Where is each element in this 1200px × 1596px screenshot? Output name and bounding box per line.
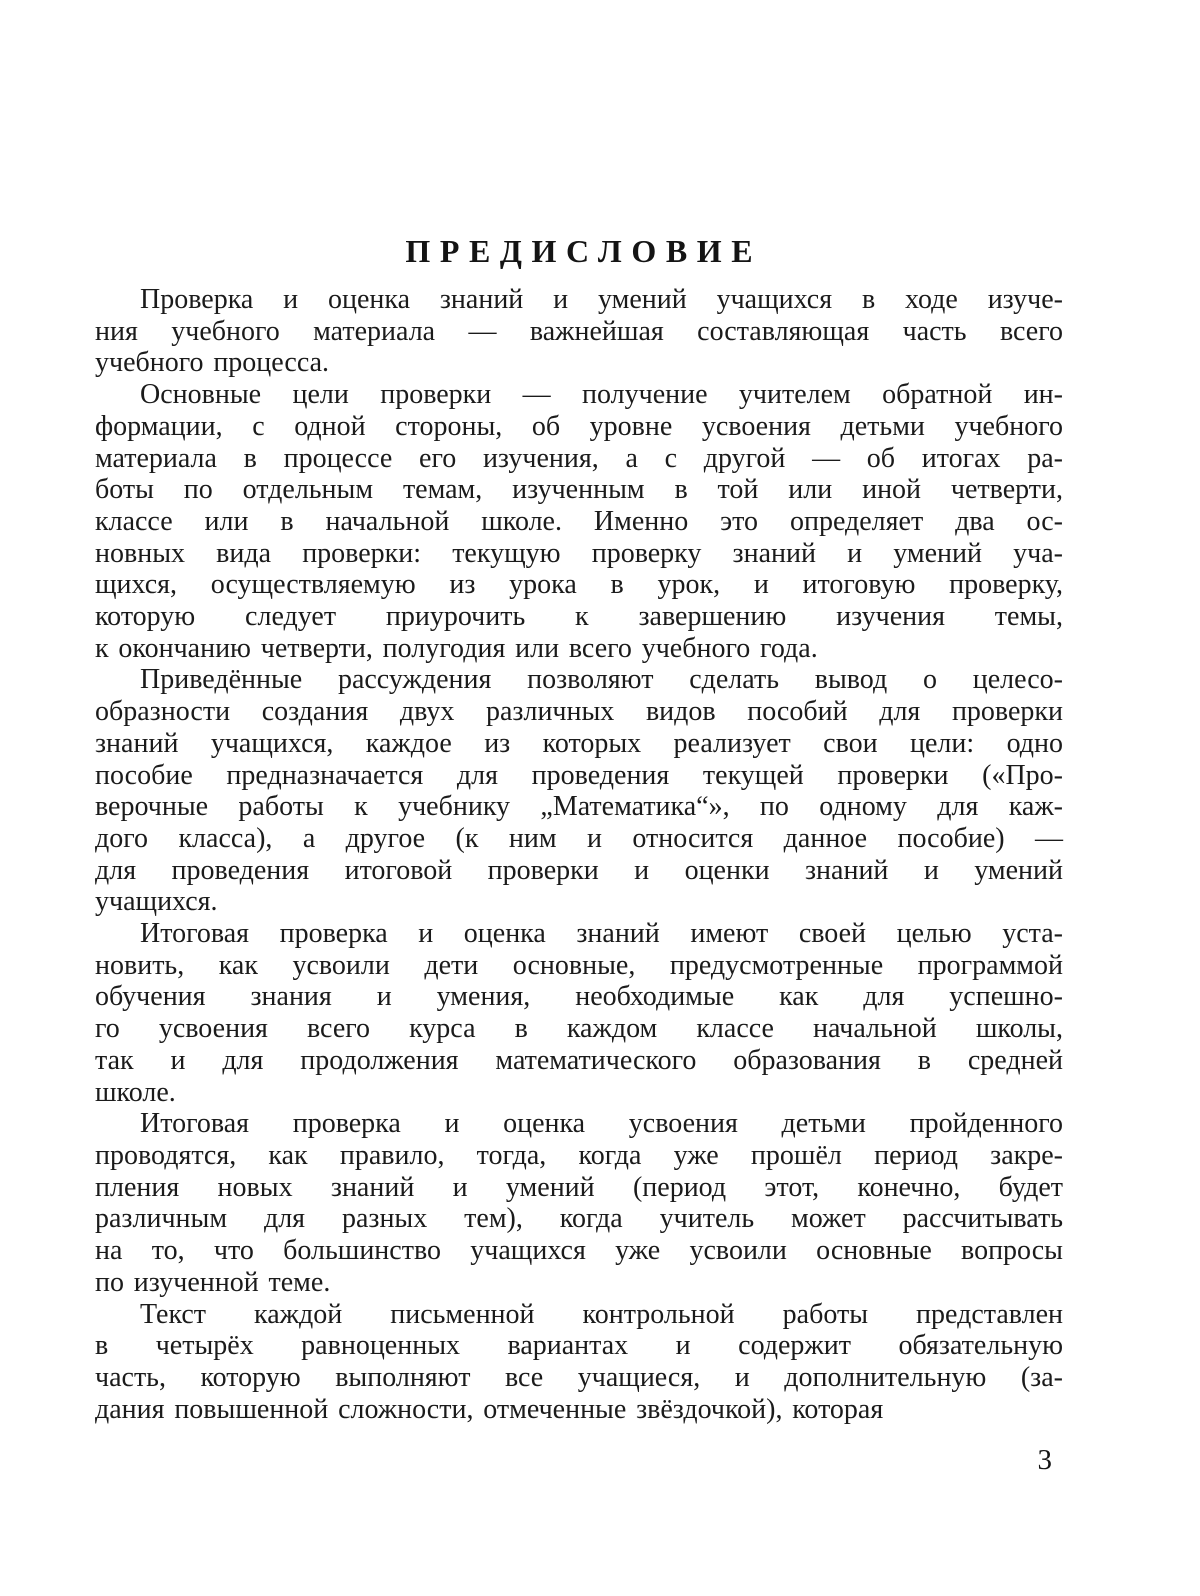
text-line: классе или в начальной школе. Именно это определяет два ос- <box>95 505 1063 537</box>
text-line: различным для разных тем), когда учитель может рассчитывать <box>95 1203 1063 1235</box>
text-line: на то, что большинство учащихся уже усвоили основные вопросы <box>95 1235 1063 1267</box>
text-line: Основные цели проверки — получение учителем обратной ин- <box>140 379 1063 411</box>
text-line: по изученной теме. <box>95 1266 331 1298</box>
text-line: для проведения итоговой проверки и оценки знаний и умений <box>95 854 1063 886</box>
text-line: Проверка и оценка знаний и умений учащихся в ходе изуче- <box>140 284 1063 315</box>
text-line: обучения знания и умения, необходимые как для успешно- <box>95 981 1063 1013</box>
paragraph <box>95 379 1063 664</box>
text-line: в четырёх равноценных вариантах и содержит обязательную <box>95 1330 1063 1362</box>
text-line: Текст каждой письменной контрольной работы представлен <box>140 1298 1063 1330</box>
text-line: верочные работы к учебнику „Математика“», по одному для каж- <box>95 791 1063 823</box>
text-line: школе. <box>95 1076 176 1108</box>
text-line: щихся, осуществляемую из урока в урок, и итоговую проверку, <box>95 569 1063 601</box>
text-line: новить, как усвоили дети основные, предусмотренные программой <box>95 949 1063 981</box>
text-line: материала в процессе его изучения, а с другой — об итогах ра- <box>95 442 1063 474</box>
text-line: дания повышенной сложности, отмеченные звёздочкой), которая <box>95 1393 884 1425</box>
paragraph <box>95 1108 1063 1298</box>
text-line: пления новых знаний и умений (период этот, конечно, будет <box>95 1171 1063 1203</box>
preface-text <box>95 284 1063 1425</box>
text-line: ния учебного материала — важнейшая составляющая часть всего <box>95 315 1063 347</box>
text-line: к окончанию четверти, полугодия или всего учебного года. <box>95 632 818 664</box>
text-line: новных вида проверки: текущую проверку знаний и умений уча- <box>95 537 1063 569</box>
text-line: образности создания двух различных видов пособий для проверки <box>95 696 1063 728</box>
text-line: боты по отдельным темам, изученным в той или иной четверти, <box>95 474 1063 506</box>
text-line: учащихся. <box>95 886 218 918</box>
page-number: 3 <box>1037 1444 1052 1476</box>
text-line: дого класса), а другое (к ним и относится данное пособие) — <box>95 822 1063 854</box>
page-title: ПРЕДИСЛОВИЕ <box>405 233 763 269</box>
text-line: Приведённые рассуждения позволяют сделать вывод о целесо- <box>140 664 1063 696</box>
text-line: учебного процесса. <box>95 347 330 379</box>
text-line: Итоговая проверка и оценка знаний имеют своей целью уста- <box>140 918 1063 950</box>
text-line: пособие предназначается для проведения текущей проверки («Про- <box>95 759 1063 791</box>
text-line: часть, которую выполняют все учащиеся, и дополнительную (за- <box>95 1361 1063 1393</box>
paragraph <box>95 918 1063 1108</box>
paragraph <box>95 1299 1063 1426</box>
text-line: проводятся, как правило, тогда, когда уже прошёл период закре- <box>95 1139 1063 1171</box>
text-line: го усвоения всего курса в каждом классе начальной школы, <box>95 1013 1063 1045</box>
text-line: так и для продолжения математического образования в средней <box>95 1044 1063 1076</box>
text-line: формации, с одной стороны, об уровне усвоения детьми учебного <box>95 410 1063 442</box>
paragraph <box>95 664 1063 918</box>
text-line: Итоговая проверка и оценка усвоения детьми пройденного <box>140 1108 1063 1140</box>
text-line: которую следует приурочить к завершению изучения темы, <box>95 601 1063 633</box>
text-line: знаний учащихся, каждое из которых реализует свои цели: одно <box>95 727 1063 759</box>
paragraph <box>95 284 1063 379</box>
